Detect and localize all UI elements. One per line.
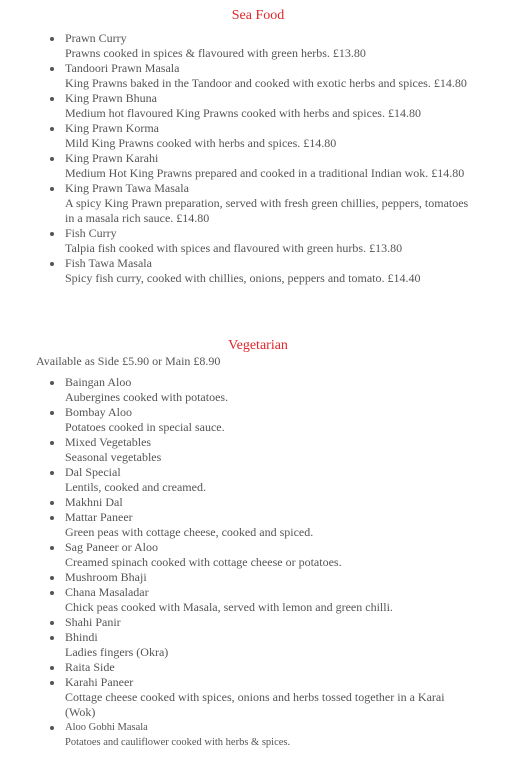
- menu-item: [50, 720, 470, 750]
- vegetarian-heading: Vegetarian: [228, 338, 288, 353]
- menu-item: [50, 585, 470, 615]
- menu-item-name: Mixed Vegetables: [65, 435, 152, 449]
- menu-item-description: Cottage cheese cooked with spices, onions and herbs tossed together in a Karai (Wok): [65, 690, 445, 719]
- menu-item: [50, 435, 470, 465]
- menu-item: [50, 256, 470, 286]
- menu-item: [50, 615, 470, 630]
- vegetarian-list: [50, 375, 470, 750]
- menu-item-name: Karahi Paneer: [65, 675, 134, 689]
- seafood-list: [50, 31, 470, 286]
- menu-item-name: Baingan Aloo: [65, 375, 132, 389]
- menu-item: [50, 510, 470, 540]
- menu-item: [50, 121, 470, 151]
- seafood-heading: Sea Food: [231, 8, 285, 23]
- menu-item-description: Creamed spinach cooked with cottage cheese or potatoes.: [65, 555, 342, 569]
- menu-item-name: King Prawn Bhuna: [65, 91, 157, 105]
- menu-item-description: Ladies fingers (Okra): [65, 645, 169, 659]
- menu-item-description: Potatoes cooked in special sauce.: [65, 420, 225, 434]
- menu-item-description: Medium Hot King Prawns prepared and cooked in a traditional Indian wok. £14.80: [65, 166, 465, 180]
- menu-item-description: A spicy King Prawn preparation, served with fresh green chillies, peppers, tomatoes in a masala rich sauce. £14.80: [65, 196, 469, 225]
- menu-item-name: Dal Special: [65, 465, 121, 479]
- menu-item-description: Potatoes and cauliflower cooked with herbs & spices.: [65, 737, 291, 748]
- menu-item: [50, 465, 470, 495]
- menu-item-description: Green peas with cottage cheese, cooked and spiced.: [65, 525, 314, 539]
- menu-item-name: Fish Tawa Masala: [65, 256, 152, 270]
- vegetarian-price-note: Available as Side £5.90 or Main £8.90: [36, 354, 221, 368]
- menu-item-description: Chick peas cooked with Masala, served with lemon and green chilli.: [65, 600, 393, 614]
- menu-item-name: Prawn Curry: [65, 31, 127, 45]
- menu-item-name: Raita Side: [65, 660, 115, 674]
- menu-item-name: Shahi Panir: [65, 615, 121, 629]
- menu-item-name: Chana Masaladar: [65, 585, 149, 599]
- menu-item-name: Sag Paneer or Aloo: [65, 540, 158, 554]
- menu-item-name: Makhni Dal: [65, 495, 123, 509]
- menu-item-description: Seasonal vegetables: [65, 450, 162, 464]
- menu-item-name: Mattar Paneer: [65, 510, 133, 524]
- menu-item: [50, 540, 470, 570]
- menu-item-name: Bhindi: [65, 630, 98, 644]
- menu-item-description: Medium hot flavoured King Prawns cooked with herbs and spices. £14.80: [65, 106, 421, 120]
- menu-item-description: King Prawns baked in the Tandoor and cooked with exotic herbs and spices. £14.80: [65, 76, 467, 90]
- menu-item: [50, 181, 470, 226]
- menu-item-description: Lentils, cooked and creamed.: [65, 480, 206, 494]
- menu-item-description: Prawns cooked in spices & flavoured with green herbs. £13.80: [65, 46, 366, 60]
- menu-item: [50, 375, 470, 405]
- menu-item: [50, 226, 470, 256]
- menu-item-name: Mushroom Bhaji: [65, 570, 147, 584]
- menu-item: [50, 495, 470, 510]
- menu-item: [50, 31, 470, 61]
- menu-item-name: Tandoori Prawn Masala: [65, 61, 180, 75]
- menu-item-name: King Prawn Korma: [65, 121, 159, 135]
- menu-item: [50, 675, 470, 720]
- menu-item-description: Talpia fish cooked with spices and flavoured with green hurbs. £13.80: [65, 241, 403, 255]
- menu-item-name: Bombay Aloo: [65, 405, 133, 419]
- menu-item: [50, 630, 470, 660]
- menu-item: [50, 570, 470, 585]
- menu-item-description: Aubergines cooked with potatoes.: [65, 390, 229, 404]
- menu-item-name: King Prawn Tawa Masala: [65, 181, 189, 195]
- menu-item: [50, 61, 470, 91]
- menu-item: [50, 660, 470, 675]
- menu-item: [50, 151, 470, 181]
- menu-item-name: King Prawn Karahi: [65, 151, 159, 165]
- menu-item-name: Aloo Gobhi Masala: [65, 722, 148, 733]
- menu-item: [50, 405, 470, 435]
- menu-item: [50, 91, 470, 121]
- menu-item-description: Mild King Prawns cooked with herbs and spices. £14.80: [65, 136, 337, 150]
- menu-item-name: Fish Curry: [65, 226, 117, 240]
- menu-item-description: Spicy fish curry, cooked with chillies, onions, peppers and tomato. £14.40: [65, 271, 421, 285]
